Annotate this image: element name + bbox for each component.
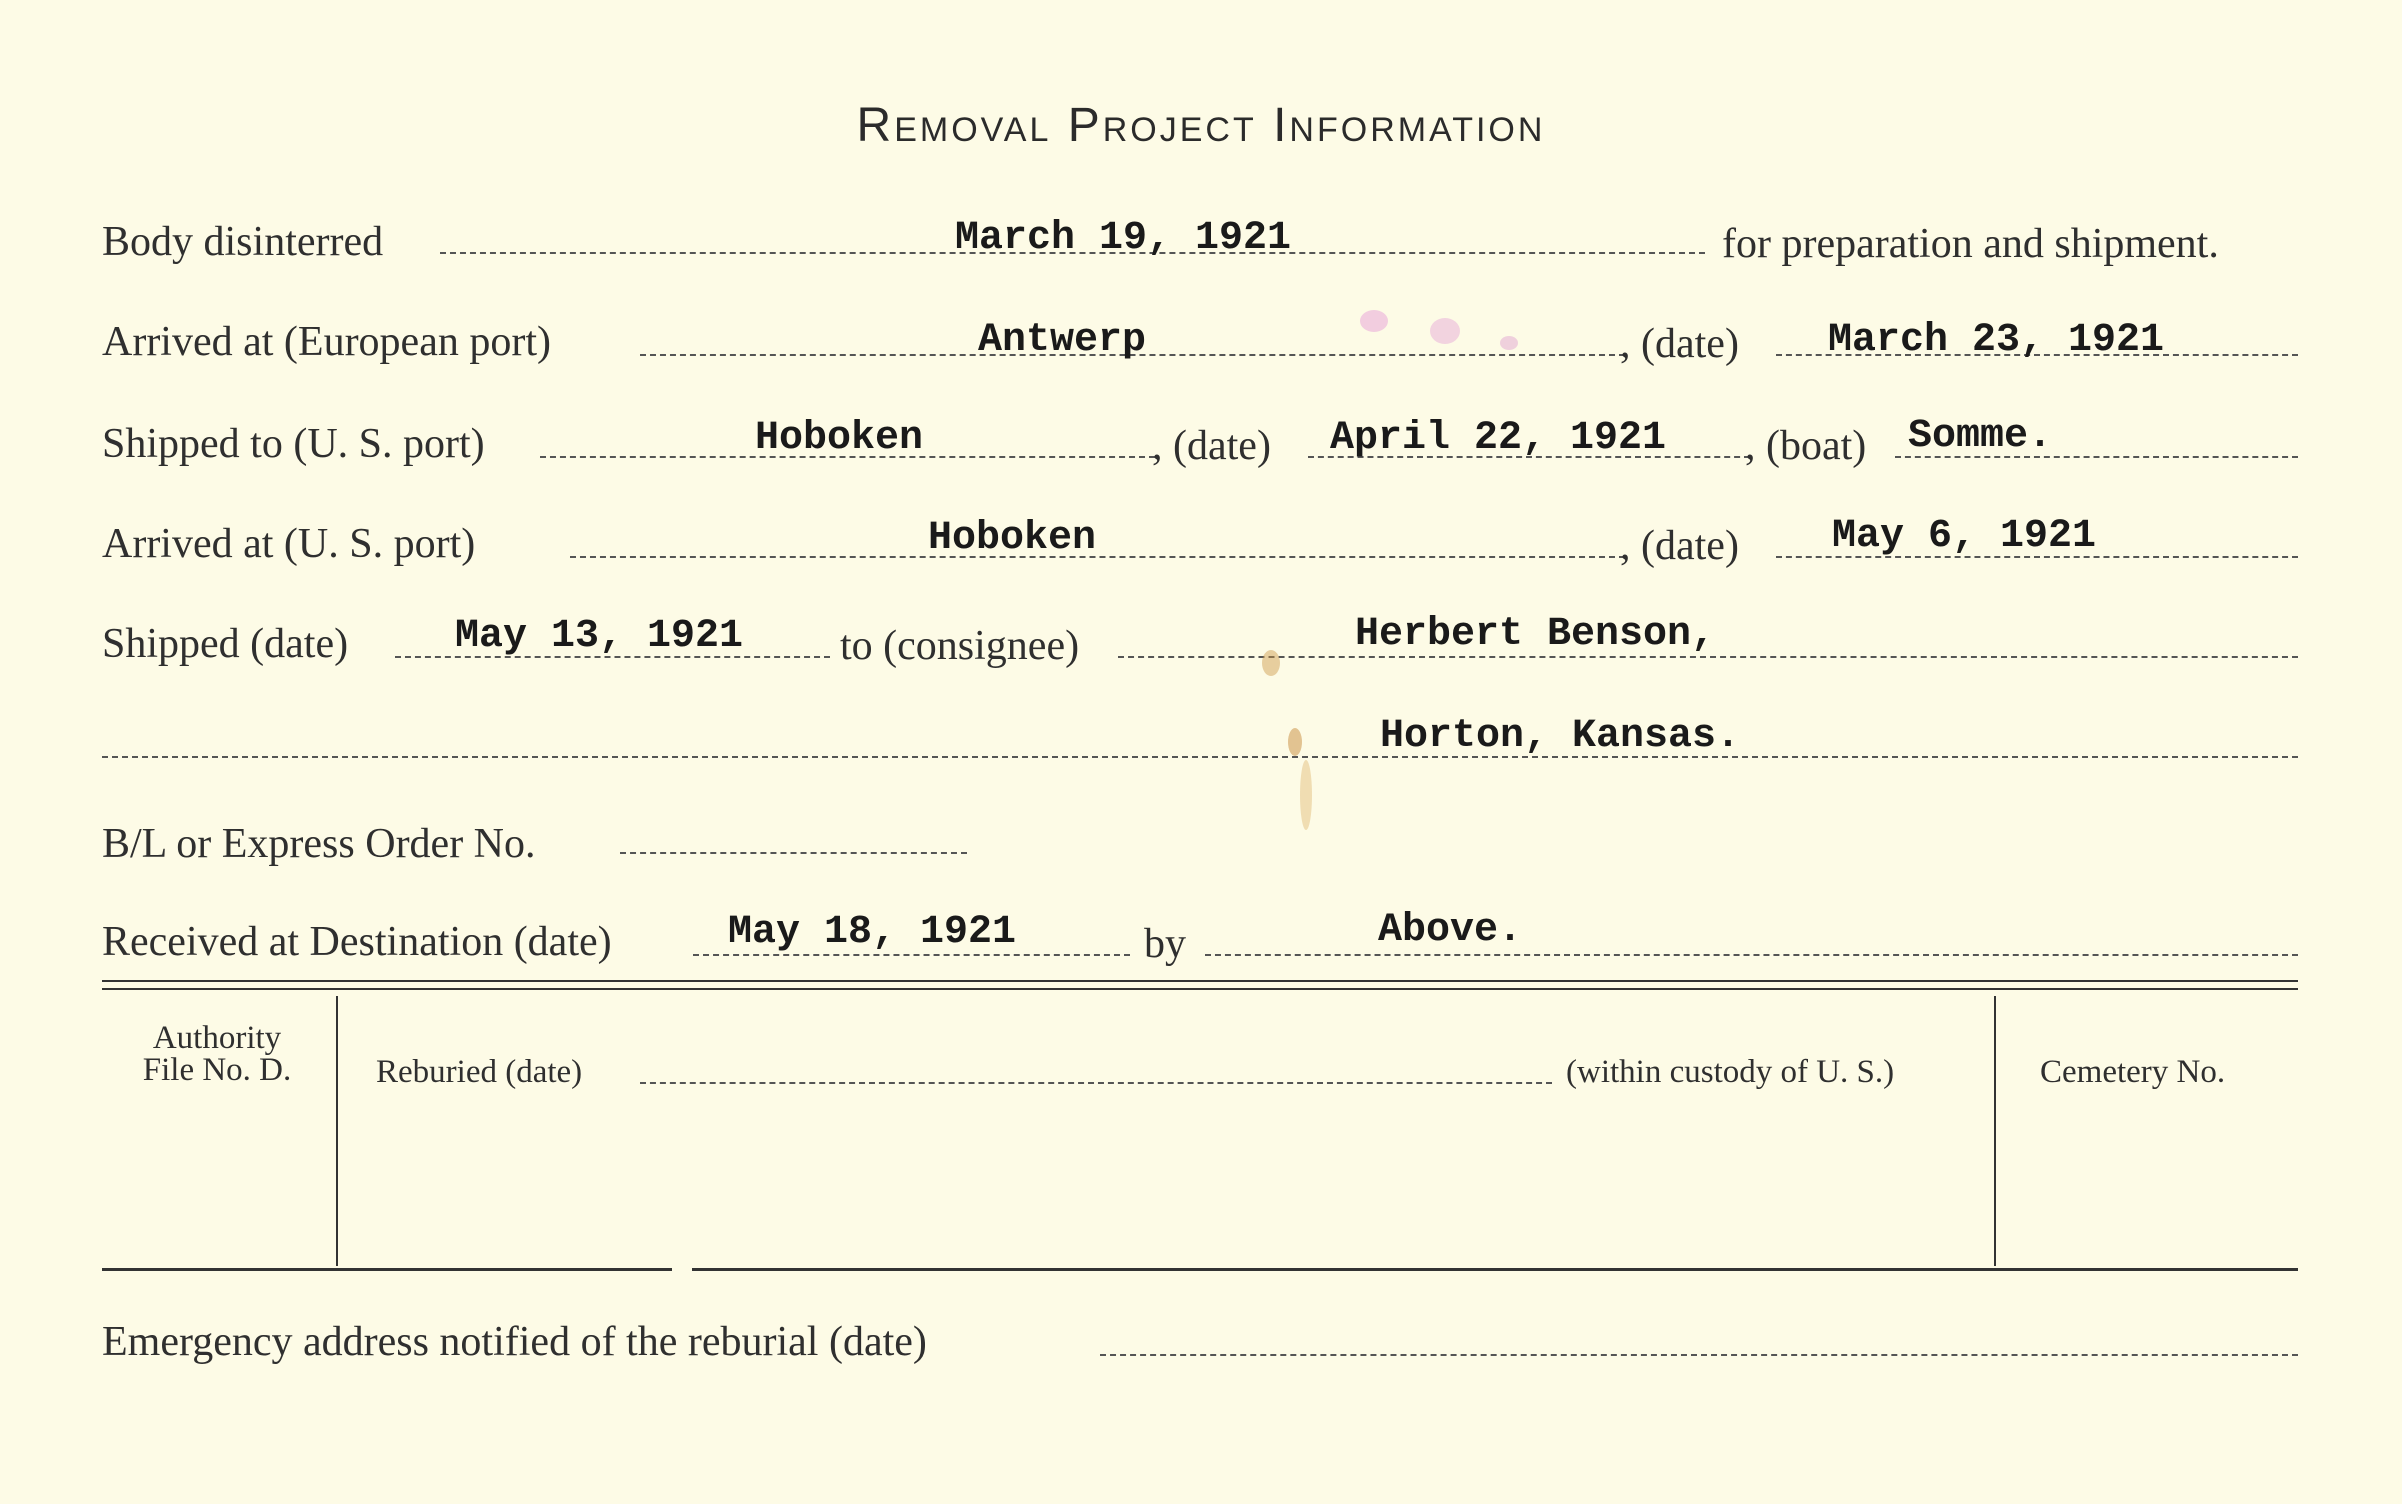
reburied-label: Reburied (date): [376, 1054, 583, 1090]
shipped-label: Shipped (date): [102, 621, 349, 667]
received-by-label: by: [1144, 921, 1186, 967]
arrived-us-date-label: , (date): [1620, 523, 1739, 569]
section-rule-top: [102, 980, 2298, 982]
disinterred-label: Body disinterred: [102, 219, 384, 265]
stain-mark: [1430, 318, 1460, 344]
authority-line1: Authority: [152, 1020, 282, 1056]
shipped-date: May 13, 1921: [455, 614, 744, 659]
arrived-europe-date-label: , (date): [1620, 321, 1739, 367]
emergency-label: Emergency address notified of the reburial (date): [102, 1319, 927, 1365]
shipped-us-date: April 22, 1921: [1330, 416, 1667, 461]
arrived-europe-label: Arrived at (European port): [102, 319, 551, 365]
disinterred-suffix: for preparation and shipment.: [1722, 221, 2219, 267]
arrived-europe-port: Antwerp: [978, 318, 1147, 363]
received-label: Received at Destination (date): [102, 919, 612, 965]
page-title: Removal Project Information: [856, 99, 1546, 152]
reburied-line: [640, 1082, 1552, 1084]
lower-rule-right: [692, 1268, 2298, 1271]
section-rule-bottom: [102, 988, 2298, 990]
arrived-us-port: Hoboken: [928, 516, 1097, 561]
divider-right: [1994, 996, 1996, 1266]
consignee-name: Herbert Benson,: [1355, 612, 1716, 657]
received-by: Above.: [1378, 908, 1523, 953]
consignee-label: to (consignee): [840, 623, 1080, 669]
bl-line: [620, 852, 967, 854]
consignee-address-line: [102, 756, 2298, 758]
stain-mark: [1360, 310, 1388, 332]
stain-mark: [1262, 650, 1280, 676]
received-by-line: [1205, 954, 2298, 956]
lower-rule-left: [102, 1268, 672, 1271]
custody-label: (within custody of U. S.): [1566, 1054, 1895, 1090]
disinterred-date: March 19, 1921: [955, 216, 1292, 261]
shipped-us-boat-label: , (boat): [1745, 423, 1867, 469]
shipped-us-label: Shipped to (U. S. port): [102, 421, 485, 467]
stain-mark: [1288, 728, 1302, 756]
stain-mark: [1300, 760, 1312, 830]
divider-left: [336, 996, 338, 1266]
arrived-us-date: May 6, 1921: [1832, 514, 2097, 559]
authority-line2: File No. D.: [142, 1052, 292, 1088]
arrived-us-label: Arrived at (U. S. port): [102, 521, 476, 567]
shipped-us-port: Hoboken: [755, 416, 924, 461]
emergency-line: [1100, 1354, 2298, 1356]
shipped-us-boat: Somme.: [1908, 414, 2053, 459]
shipped-us-date-label: , (date): [1152, 423, 1271, 469]
bl-label: B/L or Express Order No.: [102, 821, 536, 867]
authority-label: [102, 1022, 332, 1086]
received-date: May 18, 1921: [728, 910, 1017, 955]
arrived-us-port-line: [570, 556, 1625, 558]
consignee-address: Horton, Kansas.: [1380, 714, 1741, 759]
arrived-europe-date: March 23, 1921: [1828, 318, 2165, 363]
cemetery-label: Cemetery No.: [2040, 1054, 2226, 1090]
stain-mark: [1500, 336, 1518, 350]
